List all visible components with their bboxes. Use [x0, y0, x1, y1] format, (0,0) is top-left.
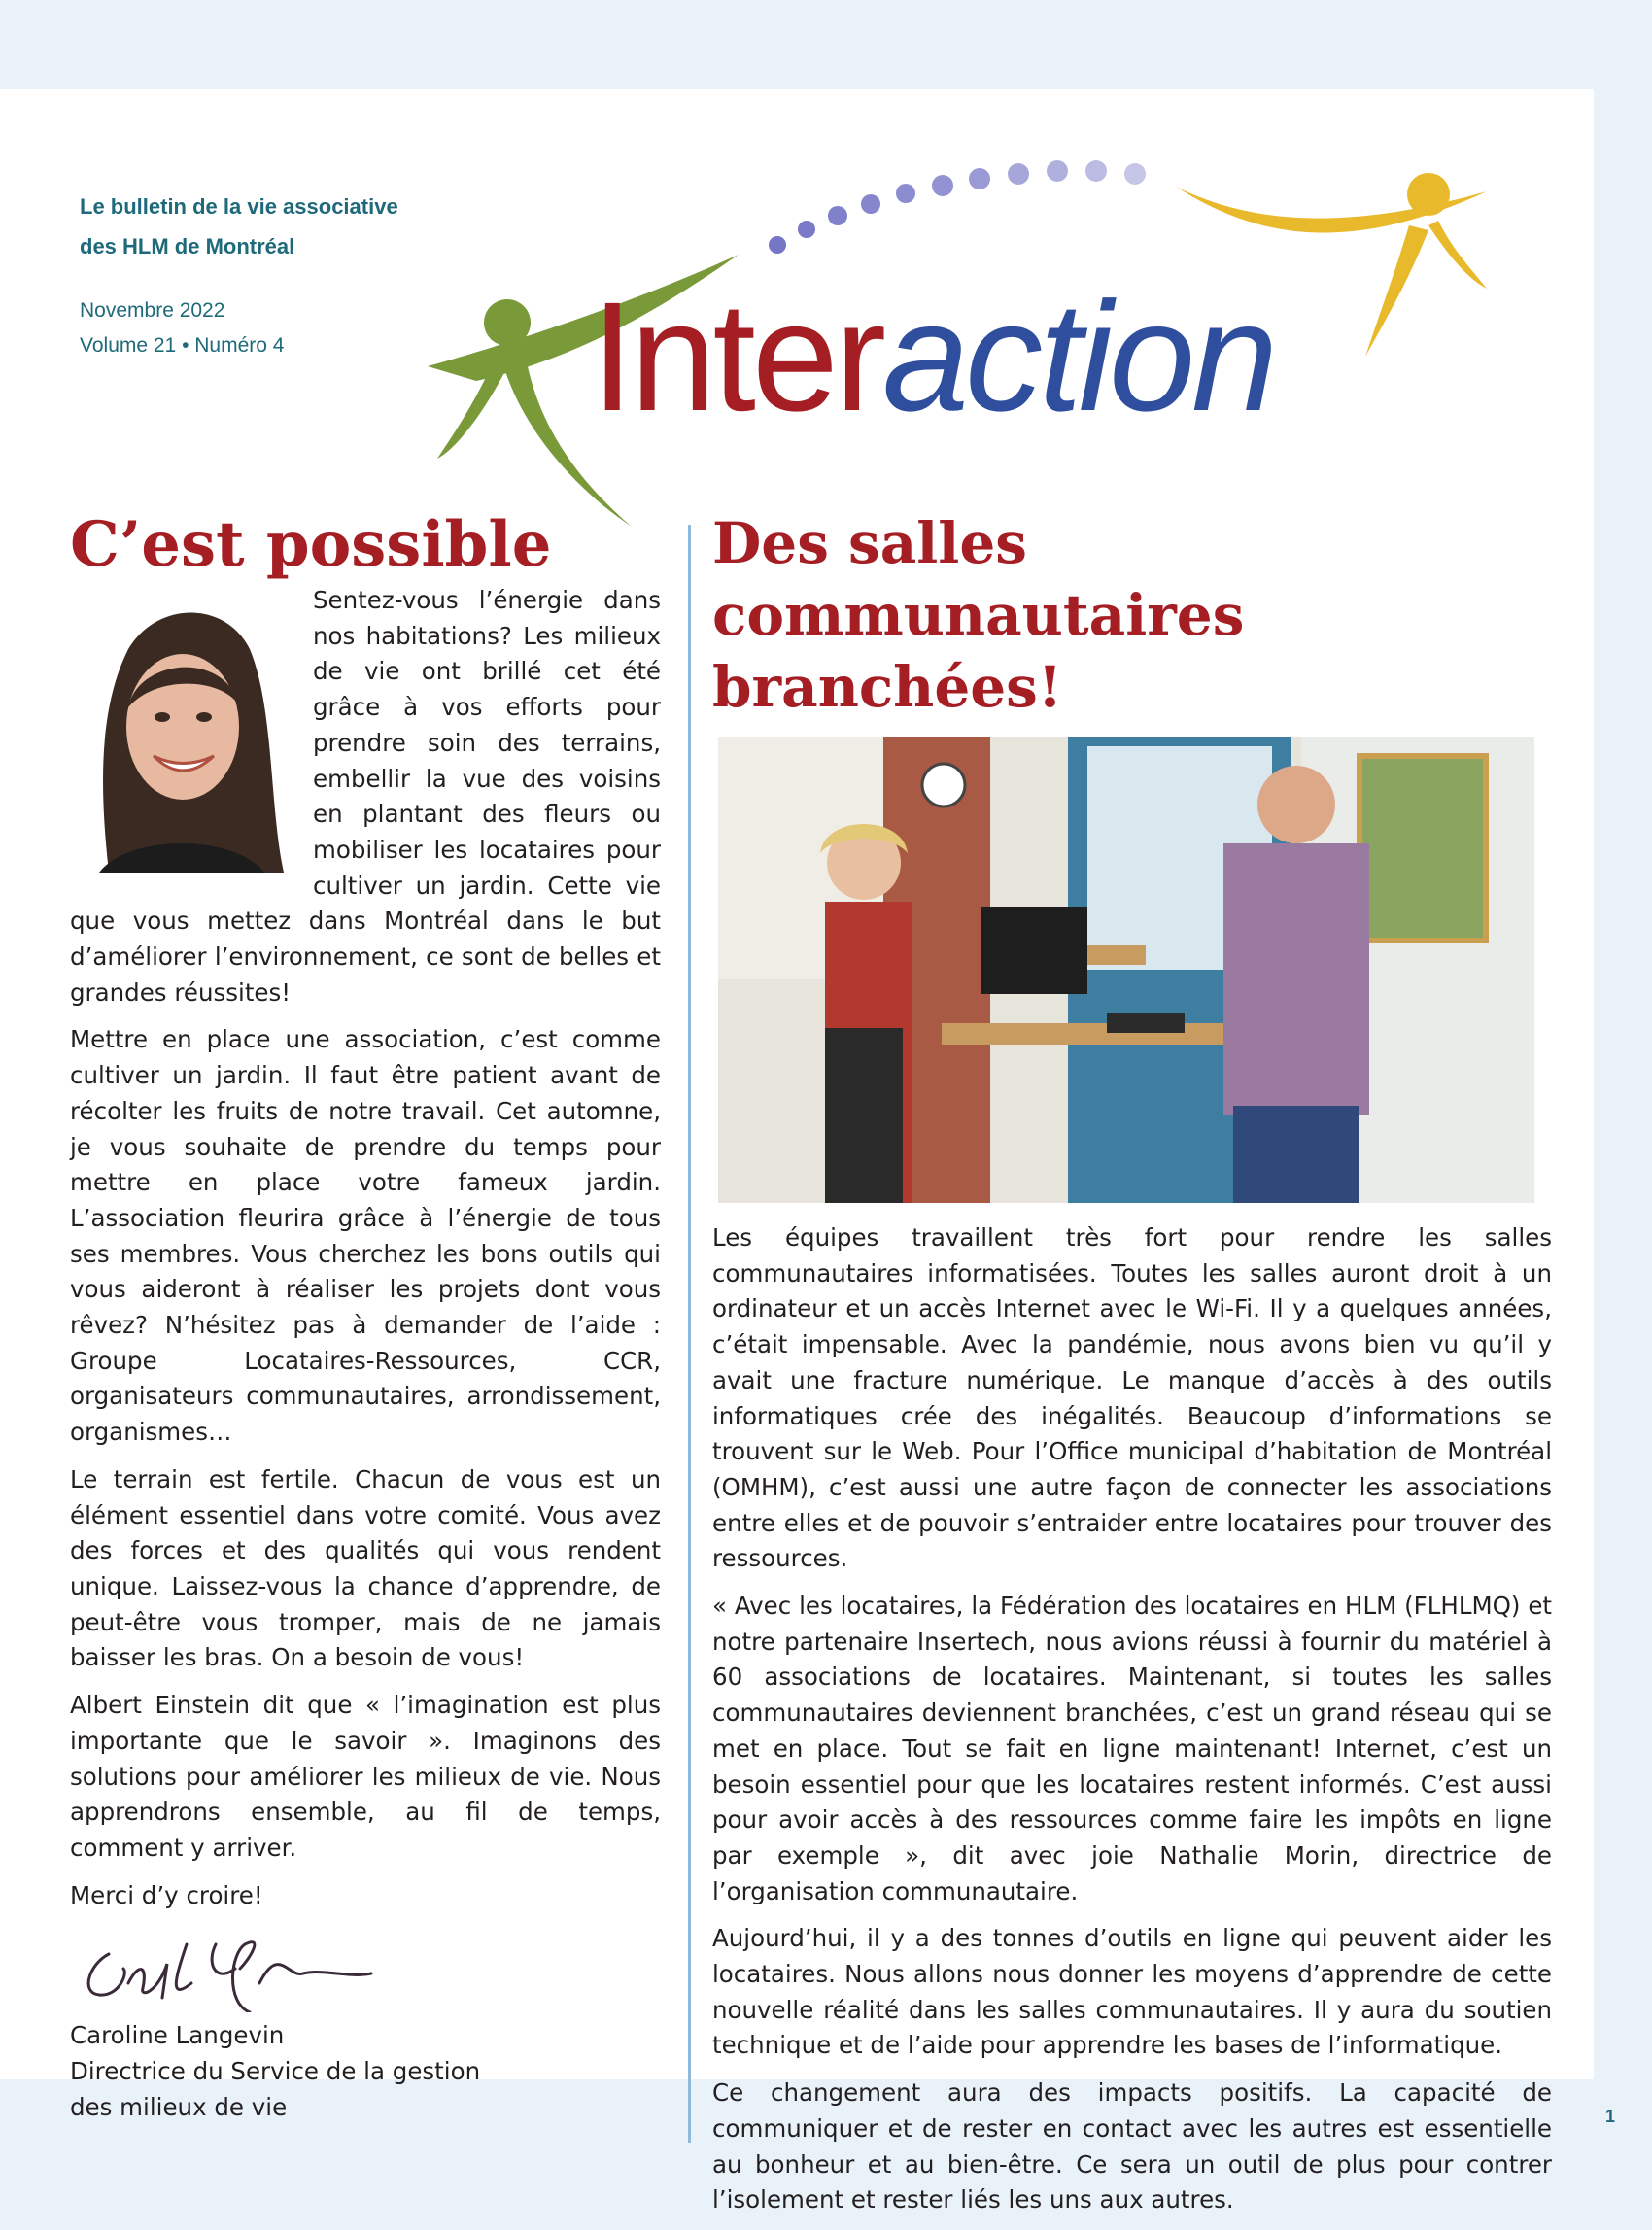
right-article-body	[712, 1220, 1552, 2218]
community-room-photo	[718, 737, 1534, 1203]
column-divider	[688, 525, 691, 2143]
logo-dots	[769, 160, 1146, 254]
signature-block	[70, 2018, 661, 2125]
left-paragraph-4: Albert Einstein dit que « l’imagination est plus importante que le savoir ». Imaginons des solutions pour améliorer les milieux de vie. Nous apprendrons ensemble, au fil de temps, comment y arriver.	[70, 1691, 661, 1862]
svg-text:Interaction	[591, 269, 1274, 443]
bulletin-line-2: des HLM de Montréal	[80, 234, 295, 258]
right-paragraph-1: Les équipes travaillent très fort pour rendre les salles communautaires informatisées. Toutes les salles auront droit à un ordinateur et un accès Internet avec le Wi-Fi. Il y a quelques années, c’était impensable. Avec la pandémie, nous avons bien vu qu’il y avait une fracture numérique. Le manque d’accès à des outils informatiques crée des inégalités. Beaucoup d’informations se trouvent sur le Web. Pour l’Office municipal d’habitation de Montréal (OMHM), c’est aussi une autre façon de connecter les associations entre elles et de pouvoir s’entraider entre locataires pour trouver des ressources.	[712, 1223, 1552, 1573]
left-article	[70, 507, 661, 2125]
right-paragraph-4: Ce changement aura des impacts positifs. La capacité de communiquer et de rester en contact avec les autres est essentielle au bonheur et au bien-être. Ce sera un outil de plus pour contrer l’isolement et rester liés les uns aux autres.	[712, 2078, 1552, 2214]
issue-volume: Volume 21 • Numéro 4	[80, 334, 285, 357]
right-paragraph-2: « Avec les locataires, la Fédération des locataires en HLM (FLHLMQ) et notre partenaire Insertech, nous avions réussi à fournir du matériel à 60 associations de locataires. Maintenant, si toutes les salles communautaires deviennent branchées, c’est un grand réseau qui se met en place. Tout se fait en ligne maintenant! Internet, c’est un besoin essentiel pour que les locataires restent informés. C’est aussi pour avoir accès à des ressources comme faire les impôts en ligne par exemple », dit avec joie Nathalie Morin, directrice de l’organisation communautaire.	[712, 1592, 1552, 1905]
left-paragraph-5: Merci d’y croire!	[70, 1880, 263, 1909]
logo-word-action: action	[882, 269, 1275, 443]
signer-title-line-1: Directrice du Service de la gestion	[70, 2057, 481, 2086]
newsletter-page	[0, 89, 1594, 2214]
interaction-logo	[418, 119, 1535, 536]
left-paragraph-2: Mettre en place une association, c’est comme cultiver un jardin. Il faut être patient avant de récolter les fruits de notre travail. Cet automne, je vous souhaite de prendre du temps pour mettre en place votre fameux jardin. L’association fleurira grâce à l’énergie de tous ses membres. Vous cherchez les bons outils qui vous aideront à réaliser les projets dont vous rêvez? N’hésitez pas à demander de l’aide : Groupe Locataires-Ressources, CCR, organisateurs communautaires, arrondissement, organismes…	[70, 1025, 661, 1447]
signer-name: Caroline Langevin	[70, 2021, 285, 2050]
left-article-title: C’est possible	[70, 508, 552, 581]
left-paragraph-3: Le terrain est fertile. Chacun de vous est un élément essentiel dans votre comité. Vous avez des forces et des qualités qui vous rendent unique. Laissez-vous la chance d’apprendre, de peut-être vous tromper, mais de ne jamais baisser les bras. On a besoin de vous!	[70, 1464, 661, 1672]
handwritten-signature	[70, 1925, 381, 2012]
left-paragraph-1: Sentez-vous l’énergie dans nos habitations? Les milieux de vie ont brillé cet été grâce à vos efforts pour prendre soin des terrains, embellir la vue des voisins en plantant des fleurs ou mobiliser les locataires pour cultiver un jardin. Cette vie que vous mettez dans Montréal dans le but d’améliorer l’environnement, ce sont de belles et grandes réussites!	[70, 586, 661, 1007]
right-paragraph-3: Aujourd’hui, il y a des tonnes d’outils en ligne qui peuvent aider les locataires. Nous allons nous donner les moyens d’apprendre de cette nouvelle réalité dans les salles communautaires. Il y aura du soutien technique et de l’aide pour apprendre les bases de l’informatique.	[712, 1924, 1552, 2060]
signer-title-line-2: des milieux de vie	[70, 2092, 288, 2121]
issue-date: Novembre 2022	[80, 299, 225, 322]
right-article-title: Des salles communautaires branchées!	[712, 510, 1245, 720]
right-article	[712, 507, 1552, 2230]
left-article-body	[70, 583, 661, 1913]
author-portrait	[70, 591, 292, 873]
bulletin-line-1: Le bulletin de la vie associative	[80, 194, 398, 219]
page-number: 1	[1605, 2107, 1616, 2126]
logo-word-inter: Inter	[591, 269, 883, 443]
